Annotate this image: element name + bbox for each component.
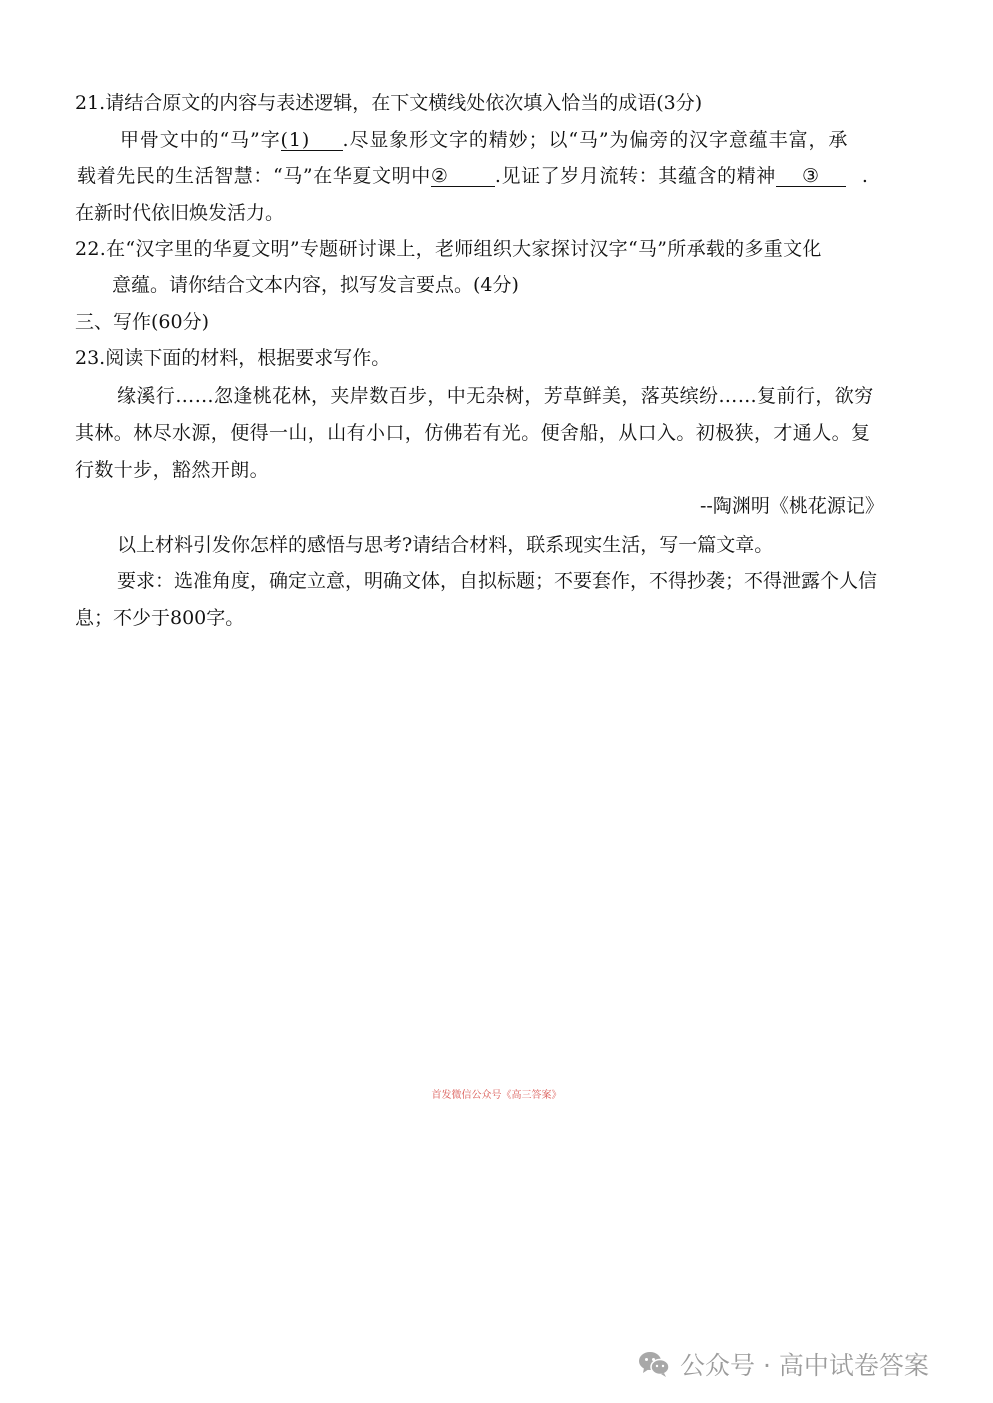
q21-line-3: 在新时代依旧焕发活力。	[75, 202, 285, 224]
section-3-heading: 三、写作(60分)	[75, 311, 210, 333]
q21-line-1: 甲骨文中的“马”字(1) .尽显象形文字的精妙；以“马”为偏旁的汉字意蕴丰富，承	[120, 129, 849, 151]
answer-blank-1: (1)	[281, 130, 343, 151]
footer-text: 公众号 · 高中试卷答案	[680, 1351, 929, 1380]
footer-brand	[638, 1346, 929, 1382]
answer-blank-2: ②	[431, 166, 495, 187]
q21-title: 21.请结合原文的内容与表述逻辑，在下文横线处依次填入恰当的成语(3分)	[75, 92, 703, 114]
q23-requirements-line-1: 要求：选准角度，确定立意，明确文体，自拟标题；不要套作，不得抄袭；不得泄露个人信	[117, 570, 878, 592]
wechat-icon	[638, 1350, 670, 1378]
q22-line-2: 意蕴。请你结合文本内容，拟写发言要点。(4分)	[112, 274, 519, 296]
q23-prompt: 以上材料引发你怎样的感悟与思考?请结合材料，联系现实生活，写一篇文章。	[117, 534, 774, 556]
answer-blank-3: ③	[776, 166, 846, 187]
q23-material-line-2: 其林。林尽水源，便得一山，山有小口，仿佛若有光。便舍船，从口入。初极狭，才通人。复	[75, 422, 871, 444]
q23-requirements-line-2: 息；不少于800字。	[75, 607, 245, 629]
q23-source: --陶渊明《桃花源记》	[700, 495, 884, 517]
q23-material-line-1: 缘溪行……忽逢桃花林，夹岸数百步，中无杂树，芳草鲜美，落英缤纷……复前行，欲穷	[117, 385, 874, 407]
q23-title: 23.阅读下面的材料，根据要求写作。	[75, 347, 391, 369]
q21-line-2: 载着先民的生活智慧：“马”在华夏文明中② .见证了岁月流转：其蕴含的精神 ③ .	[77, 165, 869, 187]
watermark: 首发微信公众号《高三答案》	[431, 1090, 562, 1101]
q22-line-1: 22.在“汉字里的华夏文明”专题研讨课上，老师组织大家探讨汉字“马”所承载的多重文化	[75, 238, 822, 260]
q23-material-line-3: 行数十步，豁然开朗。	[75, 459, 270, 481]
